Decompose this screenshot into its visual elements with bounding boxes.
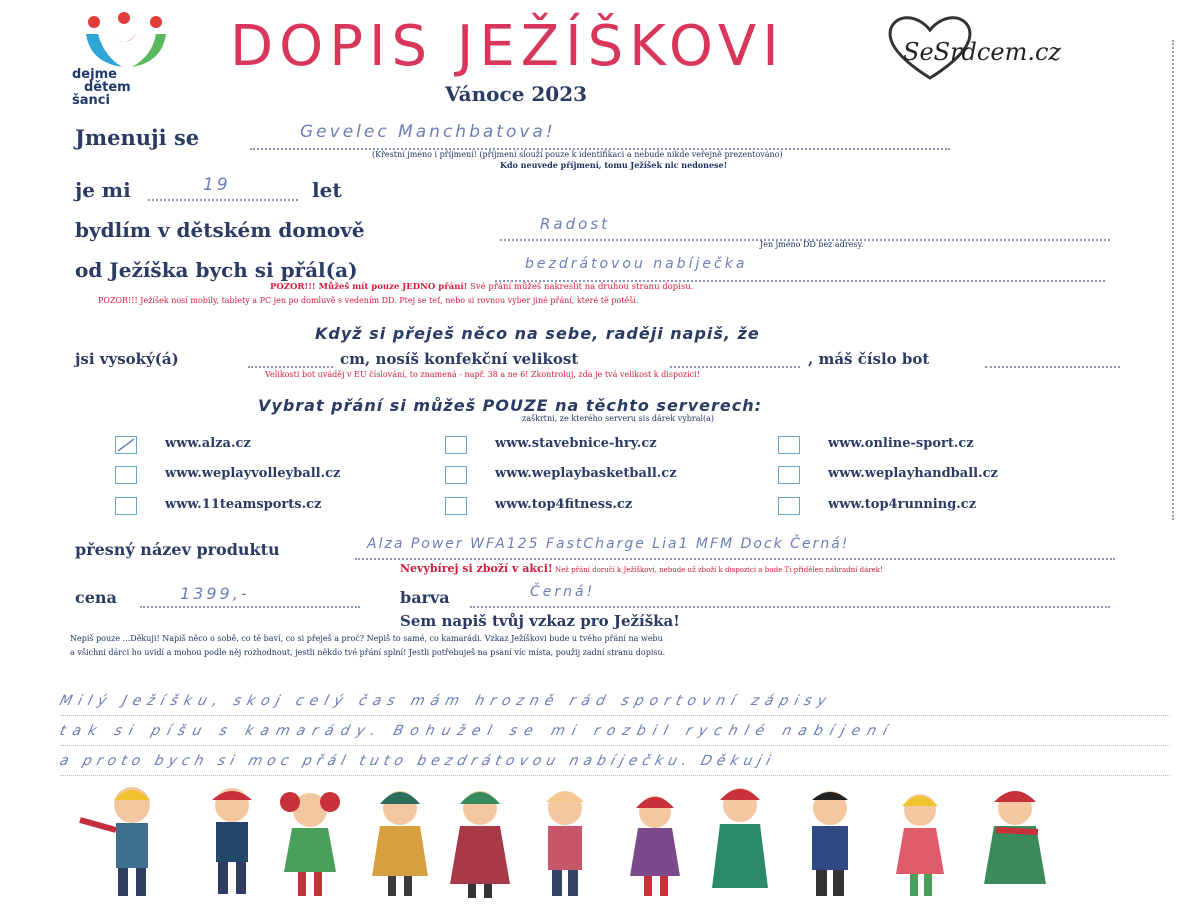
- page-title: DOPIS JEŽÍŠKOVI: [230, 14, 785, 79]
- children-illustration: [60, 780, 1170, 900]
- home-field[interactable]: [500, 215, 1110, 241]
- height-unit: cm, nosíš konfekční velikost: [340, 350, 579, 368]
- partner-logo-text: SeSrdcem.cz: [903, 38, 1062, 66]
- name-field[interactable]: [250, 122, 950, 150]
- age-value: 19: [203, 175, 231, 195]
- server-checkbox[interactable]: [115, 497, 137, 515]
- message-line-2: tak si píšu s kamarády. Bohužel se mi rozbil rychlé nabíjení: [58, 723, 897, 739]
- page-subtitle: Vánoce 2023: [445, 82, 588, 106]
- message-heading: Sem napiš tvůj vzkaz pro Ježíška!: [400, 612, 680, 630]
- sale-warning-bold: Nevybírej si zboží v akci!: [400, 562, 553, 575]
- home-note: Jen jméno DD bez adresy.: [760, 240, 864, 249]
- wish-label: od Ježíška bych si přál(a): [75, 258, 358, 282]
- server-label: www.online-sport.cz: [828, 436, 974, 451]
- home-value: Radost: [540, 215, 611, 233]
- color-field[interactable]: [470, 584, 1110, 608]
- product-label: přesný název produktu: [75, 540, 280, 559]
- name-label: Jmenuji se: [75, 125, 200, 150]
- server-label: www.weplayhandball.cz: [828, 466, 998, 481]
- server-checkbox[interactable]: [445, 436, 467, 454]
- product-field[interactable]: [355, 536, 1115, 560]
- wish-field[interactable]: [495, 256, 1105, 282]
- server-label: www.top4running.cz: [828, 497, 977, 512]
- org-name-line1: dejme: [72, 67, 117, 82]
- perforation-edge: [1172, 40, 1174, 520]
- home-label: bydlím v dětském domově: [75, 218, 365, 242]
- sale-warning-rest: Než přání doručí k Ježíškovi, nebude už zboží k dispozici a bude Ti přidělen náhradní dárek!: [552, 566, 883, 574]
- price-field[interactable]: [140, 584, 360, 608]
- wish-warning-1-rest: Své přání můžeš nakreslit na druhou stranu dopisu.: [467, 282, 694, 292]
- server-label: www.alza.cz: [165, 436, 251, 451]
- height-label: jsi vysoký(á): [75, 350, 179, 368]
- server-checkbox[interactable]: [115, 466, 137, 484]
- message-text-area[interactable]: [60, 685, 1170, 780]
- product-value: Alza Power WFA125 FastCharge Lia1 MFM Dock Černá!: [367, 536, 850, 552]
- server-label: www.weplaybasketball.cz: [495, 466, 677, 481]
- wish-value: bezdrátovou nabíječka: [525, 256, 748, 272]
- server-checkbox[interactable]: [115, 436, 137, 454]
- color-label: barva: [400, 588, 450, 607]
- servers-note: zaškrtni, ze kterého serveru sis dárek vybral(a): [522, 414, 715, 423]
- sale-warning: [400, 562, 883, 575]
- wish-warning-2: POZOR!!! Ježíšek nosí mobily, tablety a PC jen po domluvě s vedením DD. Ptej se teť, nebo si rovnou vyber jiné přání, které tě potěší.: [98, 296, 639, 305]
- age-unit: let: [312, 178, 342, 202]
- height-field[interactable]: [248, 348, 333, 368]
- wish-warning-1-bold: POZOR!!! Můžeš mít pouze JEDNO přání!: [270, 282, 468, 292]
- age-label: je mi: [75, 178, 131, 202]
- server-checkbox[interactable]: [778, 436, 800, 454]
- shoe-field[interactable]: [985, 348, 1120, 368]
- name-note: (Křestní jméno i příjmení! (příjmení slouží pouze k identifikaci a nebude nikde veřejně prezentováno): [372, 150, 783, 159]
- message-line-3: a proto bych si moc přál tuto bezdrátovou nabíječku. Děkuji: [58, 753, 778, 769]
- message-instructions-2: a všichni dárci ho uvidí a mohou podle něj rozhodnout, jestli někdo tvé přání splní! Jestli potřebuješ na psaní víc místa, použij zadní stranu dopisu.: [70, 648, 666, 657]
- shoe-note: Velikosti bot uváděj v EU číslování, to znamená - např. 38 a ne 6! Zkontroluj, zda je tvá velikost k dispozici!: [265, 370, 700, 379]
- size-field[interactable]: [670, 348, 800, 368]
- org-name-line3: šanci: [72, 93, 110, 108]
- wish-warning-1: [270, 282, 694, 292]
- clothes-heading: Když si přeješ něco na sebe, raději napiš, že: [315, 324, 760, 343]
- name-value: Gevelec Manchbatova!: [300, 122, 556, 142]
- server-label: www.stavebnice-hry.cz: [495, 436, 657, 451]
- server-checkbox[interactable]: [778, 497, 800, 515]
- server-checkbox[interactable]: [445, 466, 467, 484]
- server-label: www.11teamsports.cz: [165, 497, 322, 512]
- children-group-icon: [60, 780, 1170, 900]
- price-value: 1399,-: [180, 584, 250, 603]
- message-instructions-1: Nepiš pouze ...Děkuji! Napiš něco o sobě, co tě baví, co si přeješ a proč? Nepiš to samé, co kamarádi. Vzkaz Ježíškovi bude u tvého přání na webu: [70, 634, 663, 643]
- color-value: Černá!: [530, 584, 596, 600]
- org-name-line2: dětem: [84, 80, 131, 95]
- check-mark-icon: [116, 437, 136, 453]
- message-line-1: Milý Ježíšku, skoj celý čas mám hrozně rád sportovní zápisy: [58, 693, 834, 709]
- servers-heading: Vybrat přání si můžeš POUZE na těchto serverech:: [258, 396, 762, 415]
- age-field[interactable]: [148, 175, 298, 201]
- people-circle-icon: [72, 12, 182, 74]
- price-label: cena: [75, 588, 117, 607]
- server-checkbox[interactable]: [778, 466, 800, 484]
- server-checkbox[interactable]: [445, 497, 467, 515]
- name-warning: Kdo neuvede příjmení, tomu Ježíšek nic nedonese!: [500, 160, 728, 170]
- organization-logo: [70, 10, 190, 108]
- server-label: www.top4fitness.cz: [495, 497, 633, 512]
- partner-logo: [885, 12, 1145, 82]
- shoe-label: , máš číslo bot: [808, 350, 930, 368]
- server-label: www.weplayvolleyball.cz: [165, 466, 341, 481]
